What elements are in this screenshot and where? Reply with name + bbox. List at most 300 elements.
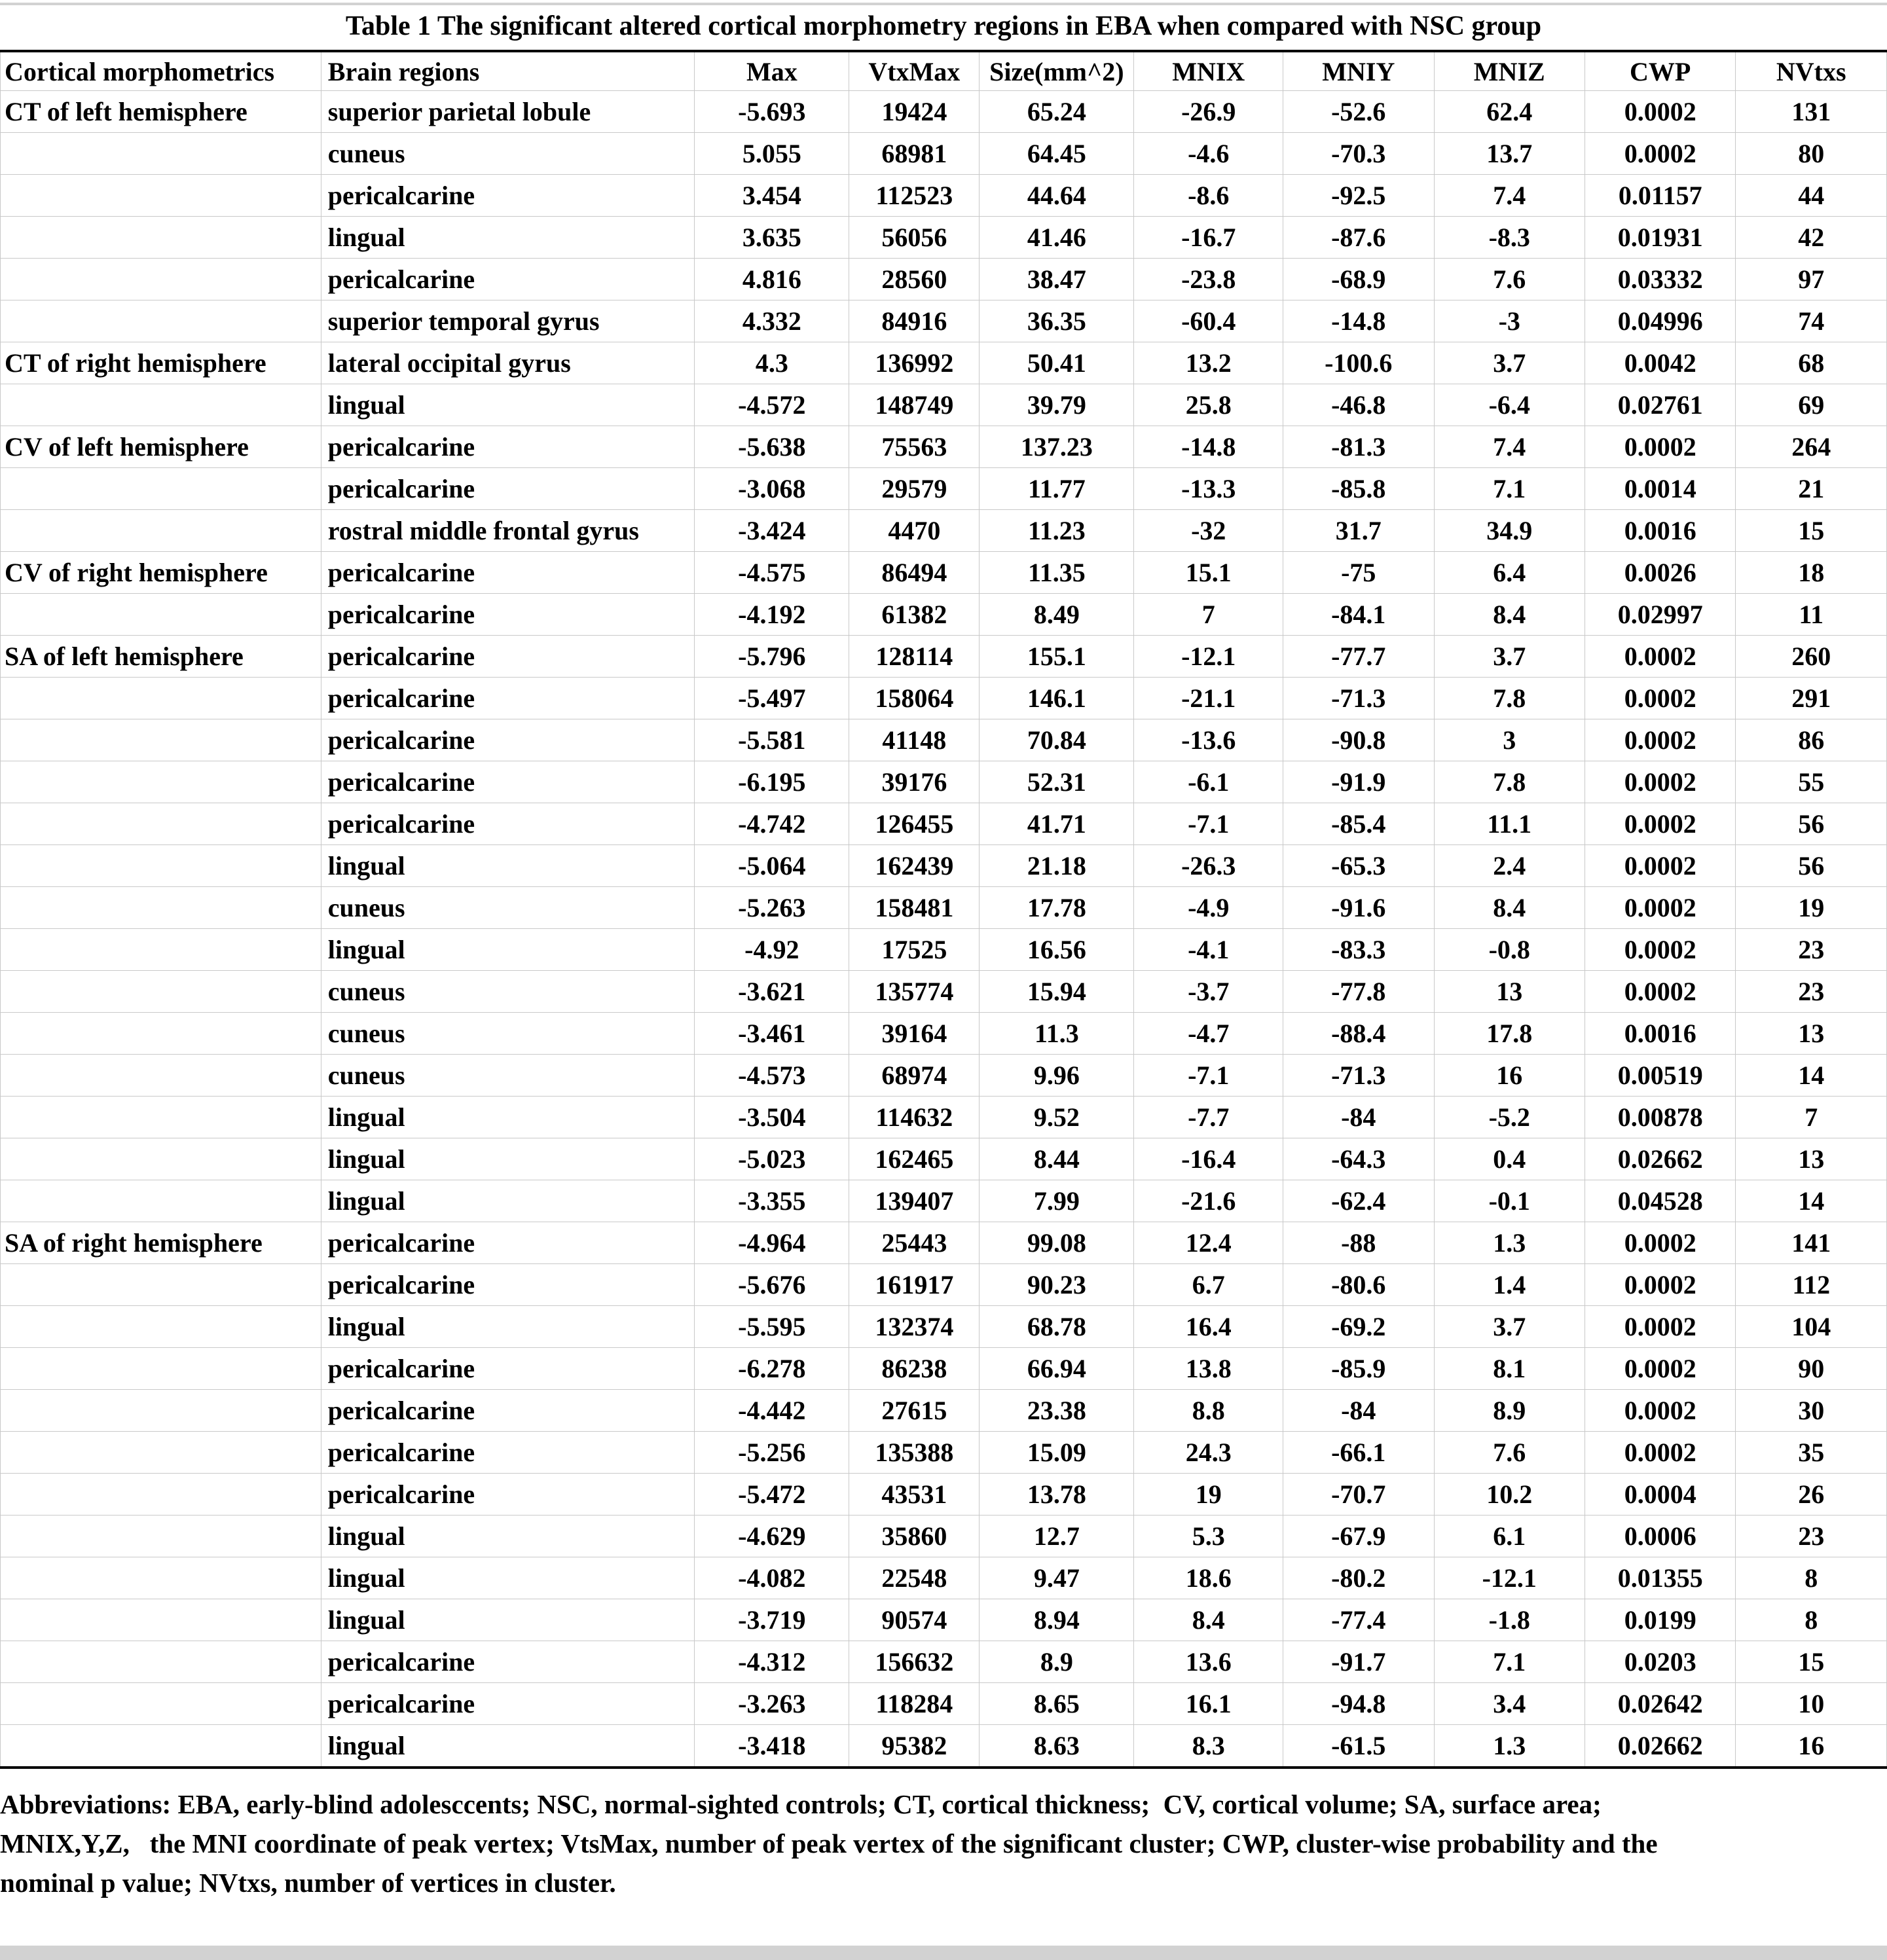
value-cell: -91.6 <box>1283 887 1434 929</box>
value-cell: 15.09 <box>980 1432 1134 1474</box>
value-cell: 64.45 <box>980 133 1134 175</box>
value-cell: 6.4 <box>1434 552 1585 594</box>
value-cell: -7.1 <box>1134 803 1283 845</box>
value-cell: 5.055 <box>695 133 849 175</box>
value-cell: 15 <box>1736 510 1887 552</box>
value-cell: 0.02761 <box>1585 384 1735 426</box>
value-cell: 2.4 <box>1434 845 1585 887</box>
value-cell: 28560 <box>849 259 980 300</box>
table-body <box>1 91 1887 1768</box>
value-cell: 16 <box>1434 1055 1585 1097</box>
value-cell: -5.676 <box>695 1264 849 1306</box>
value-cell: 11.3 <box>980 1013 1134 1055</box>
brain-region-cell: lingual <box>321 1515 694 1557</box>
value-cell: 75563 <box>849 426 980 468</box>
value-cell: 0.02997 <box>1585 594 1735 636</box>
value-cell: 19424 <box>849 91 980 133</box>
value-cell: 0.0002 <box>1585 887 1735 929</box>
value-cell: 15.1 <box>1134 552 1283 594</box>
value-cell: -84.1 <box>1283 594 1434 636</box>
value-cell: -12.1 <box>1134 636 1283 678</box>
value-cell: 0.01157 <box>1585 175 1735 217</box>
value-cell: -4.312 <box>695 1641 849 1683</box>
value-cell: 90574 <box>849 1599 980 1641</box>
table-row <box>1 1683 1887 1725</box>
value-cell: -7.1 <box>1134 1055 1283 1097</box>
value-cell: 19 <box>1134 1474 1283 1515</box>
value-cell: 16.56 <box>980 929 1134 971</box>
brain-region-cell: pericalcarine <box>321 1474 694 1515</box>
table-row <box>1 761 1887 803</box>
value-cell: -83.3 <box>1283 929 1434 971</box>
value-cell: -13.3 <box>1134 468 1283 510</box>
value-cell: 23 <box>1736 1515 1887 1557</box>
value-cell: 25.8 <box>1134 384 1283 426</box>
value-cell: -6.195 <box>695 761 849 803</box>
value-cell: 8.4 <box>1434 594 1585 636</box>
value-cell: -70.3 <box>1283 133 1434 175</box>
column-header-1: Brain regions <box>321 51 694 91</box>
value-cell: 9.52 <box>980 1097 1134 1138</box>
value-cell: 90.23 <box>980 1264 1134 1306</box>
brain-region-cell: pericalcarine <box>321 426 694 468</box>
value-cell: -4.442 <box>695 1390 849 1432</box>
value-cell: 11.1 <box>1434 803 1585 845</box>
value-cell: 23 <box>1736 971 1887 1013</box>
value-cell: 39.79 <box>980 384 1134 426</box>
value-cell: 0.0002 <box>1585 636 1735 678</box>
value-cell: -8.6 <box>1134 175 1283 217</box>
value-cell: 56056 <box>849 217 980 259</box>
value-cell: 0.0004 <box>1585 1474 1735 1515</box>
brain-region-cell: pericalcarine <box>321 803 694 845</box>
brain-region-cell: pericalcarine <box>321 468 694 510</box>
value-cell: -77.7 <box>1283 636 1434 678</box>
value-cell: 0.0016 <box>1585 510 1735 552</box>
table-row <box>1 468 1887 510</box>
value-cell: -52.6 <box>1283 91 1434 133</box>
value-cell: 97 <box>1736 259 1887 300</box>
brain-region-cell: lingual <box>321 1599 694 1641</box>
value-cell: 4.3 <box>695 342 849 384</box>
value-cell: 0.0002 <box>1585 1390 1735 1432</box>
value-cell: -23.8 <box>1134 259 1283 300</box>
value-cell: 19 <box>1736 887 1887 929</box>
value-cell: 74 <box>1736 300 1887 342</box>
value-cell: -4.742 <box>695 803 849 845</box>
value-cell: -4.192 <box>695 594 849 636</box>
value-cell: -69.2 <box>1283 1306 1434 1348</box>
value-cell: -4.9 <box>1134 887 1283 929</box>
value-cell: 0.0002 <box>1585 91 1735 133</box>
value-cell: 0.02642 <box>1585 1683 1735 1725</box>
value-cell: 3.454 <box>695 175 849 217</box>
brain-region-cell: pericalcarine <box>321 1432 694 1474</box>
value-cell: 0.0199 <box>1585 1599 1735 1641</box>
value-cell: 62.4 <box>1434 91 1585 133</box>
group-label-cell <box>1 1599 321 1641</box>
value-cell: 141 <box>1736 1222 1887 1264</box>
table-row <box>1 1097 1887 1138</box>
value-cell: 7.6 <box>1434 1432 1585 1474</box>
value-cell: 65.24 <box>980 91 1134 133</box>
value-cell: 26 <box>1736 1474 1887 1515</box>
value-cell: -4.572 <box>695 384 849 426</box>
page-bottom-edge <box>0 1946 1887 1960</box>
value-cell: 7.99 <box>980 1180 1134 1222</box>
value-cell: -6.4 <box>1434 384 1585 426</box>
table-row <box>1 91 1887 133</box>
value-cell: 8.4 <box>1134 1599 1283 1641</box>
group-label-cell <box>1 1515 321 1557</box>
value-cell: 7.4 <box>1434 175 1585 217</box>
value-cell: 0.0002 <box>1585 1432 1735 1474</box>
value-cell: 35860 <box>849 1515 980 1557</box>
value-cell: -71.3 <box>1283 678 1434 719</box>
value-cell: 68974 <box>849 1055 980 1097</box>
value-cell: 148749 <box>849 384 980 426</box>
group-label-cell <box>1 1348 321 1390</box>
value-cell: 7 <box>1134 594 1283 636</box>
value-cell: -4.1 <box>1134 929 1283 971</box>
table-row <box>1 971 1887 1013</box>
group-label-cell <box>1 1306 321 1348</box>
table-row <box>1 1599 1887 1641</box>
value-cell: -14.8 <box>1134 426 1283 468</box>
brain-region-cell: pericalcarine <box>321 259 694 300</box>
value-cell: -94.8 <box>1283 1683 1434 1725</box>
value-cell: 8.63 <box>980 1725 1134 1768</box>
value-cell: -21.1 <box>1134 678 1283 719</box>
value-cell: 16.4 <box>1134 1306 1283 1348</box>
value-cell: -64.3 <box>1283 1138 1434 1180</box>
value-cell: -3.504 <box>695 1097 849 1138</box>
value-cell: 14 <box>1736 1180 1887 1222</box>
value-cell: 23.38 <box>980 1390 1134 1432</box>
value-cell: 3.635 <box>695 217 849 259</box>
value-cell: 135388 <box>849 1432 980 1474</box>
value-cell: 0.0203 <box>1585 1641 1735 1683</box>
brain-region-cell: cuneus <box>321 1013 694 1055</box>
value-cell: 126455 <box>849 803 980 845</box>
table-row <box>1 426 1887 468</box>
table-row <box>1 259 1887 300</box>
value-cell: 10.2 <box>1434 1474 1585 1515</box>
value-cell: 8 <box>1736 1557 1887 1599</box>
group-label-cell <box>1 1138 321 1180</box>
value-cell: 25443 <box>849 1222 980 1264</box>
value-cell: 0.0002 <box>1585 929 1735 971</box>
brain-region-cell: cuneus <box>321 1055 694 1097</box>
brain-region-cell: cuneus <box>321 971 694 1013</box>
value-cell: -5.256 <box>695 1432 849 1474</box>
value-cell: 112523 <box>849 175 980 217</box>
value-cell: 264 <box>1736 426 1887 468</box>
value-cell: -3.355 <box>695 1180 849 1222</box>
table-row <box>1 1348 1887 1390</box>
table-row <box>1 594 1887 636</box>
brain-region-cell: lingual <box>321 929 694 971</box>
value-cell: 39176 <box>849 761 980 803</box>
value-cell: 8.4 <box>1434 887 1585 929</box>
value-cell: 43531 <box>849 1474 980 1515</box>
group-label-cell <box>1 1474 321 1515</box>
value-cell: -5.472 <box>695 1474 849 1515</box>
value-cell: 18.6 <box>1134 1557 1283 1599</box>
morphometry-table <box>0 50 1887 1769</box>
value-cell: -5.581 <box>695 719 849 761</box>
value-cell: 158481 <box>849 887 980 929</box>
value-cell: -70.7 <box>1283 1474 1434 1515</box>
value-cell: 128114 <box>849 636 980 678</box>
brain-region-cell: pericalcarine <box>321 719 694 761</box>
value-cell: -80.6 <box>1283 1264 1434 1306</box>
value-cell: 158064 <box>849 678 980 719</box>
brain-region-cell: pericalcarine <box>321 175 694 217</box>
value-cell: 86238 <box>849 1348 980 1390</box>
value-cell: 23 <box>1736 929 1887 971</box>
brain-region-cell: lingual <box>321 1097 694 1138</box>
value-cell: 17.8 <box>1434 1013 1585 1055</box>
group-label-cell <box>1 384 321 426</box>
value-cell: -4.573 <box>695 1055 849 1097</box>
brain-region-cell: lingual <box>321 1306 694 1348</box>
value-cell: -16.7 <box>1134 217 1283 259</box>
value-cell: 84916 <box>849 300 980 342</box>
value-cell: 139407 <box>849 1180 980 1222</box>
value-cell: 0.01931 <box>1585 217 1735 259</box>
value-cell: -4.629 <box>695 1515 849 1557</box>
value-cell: -100.6 <box>1283 342 1434 384</box>
value-cell: 56 <box>1736 845 1887 887</box>
value-cell: 36.35 <box>980 300 1134 342</box>
table-row <box>1 1013 1887 1055</box>
value-cell: -4.082 <box>695 1557 849 1599</box>
value-cell: 17.78 <box>980 887 1134 929</box>
brain-region-cell: pericalcarine <box>321 678 694 719</box>
value-cell: 69 <box>1736 384 1887 426</box>
value-cell: 0.0002 <box>1585 761 1735 803</box>
value-cell: 38.47 <box>980 259 1134 300</box>
value-cell: -5.693 <box>695 91 849 133</box>
value-cell: 136992 <box>849 342 980 384</box>
group-label-cell <box>1 133 321 175</box>
value-cell: 0.0002 <box>1585 1348 1735 1390</box>
brain-region-cell: pericalcarine <box>321 1390 694 1432</box>
table-row <box>1 929 1887 971</box>
brain-region-cell: lingual <box>321 217 694 259</box>
value-cell: 0.0002 <box>1585 133 1735 175</box>
value-cell: 13.6 <box>1134 1641 1283 1683</box>
value-cell: 12.4 <box>1134 1222 1283 1264</box>
brain-region-cell: rostral middle frontal gyrus <box>321 510 694 552</box>
group-label-cell <box>1 887 321 929</box>
value-cell: -77.4 <box>1283 1599 1434 1641</box>
value-cell: -0.8 <box>1434 929 1585 971</box>
value-cell: -62.4 <box>1283 1180 1434 1222</box>
table-row <box>1 342 1887 384</box>
value-cell: 7.1 <box>1434 468 1585 510</box>
value-cell: -6.278 <box>695 1348 849 1390</box>
value-cell: 0.0002 <box>1585 803 1735 845</box>
table-footnote <box>0 1769 1887 1902</box>
value-cell: -77.8 <box>1283 971 1434 1013</box>
value-cell: 34.9 <box>1434 510 1585 552</box>
value-cell: 0.0002 <box>1585 678 1735 719</box>
value-cell: -68.9 <box>1283 259 1434 300</box>
value-cell: 1.4 <box>1434 1264 1585 1306</box>
value-cell: 0.4 <box>1434 1138 1585 1180</box>
value-cell: 50.41 <box>980 342 1134 384</box>
table-title: Table 1 The significant altered cortical morphometry regions in EBA when compared with NSC group <box>345 11 1542 41</box>
value-cell: -26.3 <box>1134 845 1283 887</box>
value-cell: 99.08 <box>980 1222 1134 1264</box>
value-cell: 13 <box>1736 1138 1887 1180</box>
group-label-cell <box>1 1641 321 1683</box>
value-cell: -85.9 <box>1283 1348 1434 1390</box>
value-cell: 68.78 <box>980 1306 1134 1348</box>
group-label-cell: CV of left hemisphere <box>1 426 321 468</box>
group-label-cell <box>1 1683 321 1725</box>
value-cell: 41148 <box>849 719 980 761</box>
value-cell: 146.1 <box>980 678 1134 719</box>
table-row <box>1 1390 1887 1432</box>
header-row <box>1 51 1887 91</box>
column-header-0: Cortical morphometrics <box>1 51 321 91</box>
value-cell: 0.0002 <box>1585 719 1735 761</box>
value-cell: -32 <box>1134 510 1283 552</box>
value-cell: 29579 <box>849 468 980 510</box>
value-cell: 0.0006 <box>1585 1515 1735 1557</box>
value-cell: -91.9 <box>1283 761 1434 803</box>
table-header <box>1 51 1887 91</box>
value-cell: 5.3 <box>1134 1515 1283 1557</box>
value-cell: -5.595 <box>695 1306 849 1348</box>
value-cell: 137.23 <box>980 426 1134 468</box>
brain-region-cell: pericalcarine <box>321 552 694 594</box>
value-cell: 4.332 <box>695 300 849 342</box>
value-cell: -14.8 <box>1283 300 1434 342</box>
group-label-cell <box>1 1264 321 1306</box>
value-cell: 8.49 <box>980 594 1134 636</box>
value-cell: -85.8 <box>1283 468 1434 510</box>
value-cell: 7.1 <box>1434 1641 1585 1683</box>
value-cell: 7.6 <box>1434 259 1585 300</box>
value-cell: 0.0002 <box>1585 1264 1735 1306</box>
value-cell: 162465 <box>849 1138 980 1180</box>
value-cell: 4.816 <box>695 259 849 300</box>
column-header-4: Size(mm^2) <box>980 51 1134 91</box>
value-cell: -3.7 <box>1134 971 1283 1013</box>
brain-region-cell: pericalcarine <box>321 1348 694 1390</box>
value-cell: 16 <box>1736 1725 1887 1768</box>
value-cell: 13.2 <box>1134 342 1283 384</box>
value-cell: -6.1 <box>1134 761 1283 803</box>
group-label-cell: SA of right hemisphere <box>1 1222 321 1264</box>
value-cell: -4.6 <box>1134 133 1283 175</box>
value-cell: -8.3 <box>1434 217 1585 259</box>
table-row <box>1 1432 1887 1474</box>
value-cell: 13 <box>1434 971 1585 1013</box>
value-cell: -84 <box>1283 1097 1434 1138</box>
page-top-edge <box>0 3 1887 5</box>
brain-region-cell: superior parietal lobule <box>321 91 694 133</box>
value-cell: 7.8 <box>1434 761 1585 803</box>
value-cell: 0.0002 <box>1585 426 1735 468</box>
brain-region-cell: lingual <box>321 1180 694 1222</box>
value-cell: -65.3 <box>1283 845 1434 887</box>
value-cell: 11.35 <box>980 552 1134 594</box>
value-cell: -0.1 <box>1434 1180 1585 1222</box>
value-cell: -3.263 <box>695 1683 849 1725</box>
value-cell: 44.64 <box>980 175 1134 217</box>
column-header-6: MNIY <box>1283 51 1434 91</box>
value-cell: 4470 <box>849 510 980 552</box>
value-cell: -3 <box>1434 300 1585 342</box>
value-cell: -16.4 <box>1134 1138 1283 1180</box>
value-cell: -5.263 <box>695 887 849 929</box>
value-cell: 131 <box>1736 91 1887 133</box>
brain-region-cell: pericalcarine <box>321 1264 694 1306</box>
group-label-cell <box>1 217 321 259</box>
value-cell: -4.964 <box>695 1222 849 1264</box>
value-cell: -75 <box>1283 552 1434 594</box>
table-row <box>1 678 1887 719</box>
value-cell: 0.0014 <box>1585 468 1735 510</box>
value-cell: 44 <box>1736 175 1887 217</box>
group-label-cell <box>1 719 321 761</box>
table-row <box>1 845 1887 887</box>
value-cell: 17525 <box>849 929 980 971</box>
value-cell: -7.7 <box>1134 1097 1283 1138</box>
value-cell: 0.0026 <box>1585 552 1735 594</box>
value-cell: 0.02662 <box>1585 1725 1735 1768</box>
brain-region-cell: lingual <box>321 1557 694 1599</box>
group-label-cell <box>1 803 321 845</box>
brain-region-cell: cuneus <box>321 887 694 929</box>
table-row <box>1 510 1887 552</box>
value-cell: 156632 <box>849 1641 980 1683</box>
value-cell: -67.9 <box>1283 1515 1434 1557</box>
brain-region-cell: pericalcarine <box>321 1683 694 1725</box>
value-cell: 291 <box>1736 678 1887 719</box>
value-cell: 0.03332 <box>1585 259 1735 300</box>
value-cell: 6.1 <box>1434 1515 1585 1557</box>
table-row <box>1 217 1887 259</box>
brain-region-cell: pericalcarine <box>321 594 694 636</box>
value-cell: 16.1 <box>1134 1683 1283 1725</box>
value-cell: 0.0042 <box>1585 342 1735 384</box>
brain-region-cell: lingual <box>321 384 694 426</box>
value-cell: -5.064 <box>695 845 849 887</box>
value-cell: 1.3 <box>1434 1222 1585 1264</box>
value-cell: 0.04528 <box>1585 1180 1735 1222</box>
value-cell: 0.04996 <box>1585 300 1735 342</box>
value-cell: 0.00878 <box>1585 1097 1735 1138</box>
value-cell: -3.424 <box>695 510 849 552</box>
column-header-3: VtxMax <box>849 51 980 91</box>
table-row <box>1 803 1887 845</box>
value-cell: -13.6 <box>1134 719 1283 761</box>
group-label-cell <box>1 259 321 300</box>
group-label-cell <box>1 1390 321 1432</box>
value-cell: -5.2 <box>1434 1097 1585 1138</box>
value-cell: -71.3 <box>1283 1055 1434 1097</box>
value-cell: 13.78 <box>980 1474 1134 1515</box>
table-row <box>1 552 1887 594</box>
value-cell: 11 <box>1736 594 1887 636</box>
brain-region-cell: pericalcarine <box>321 761 694 803</box>
